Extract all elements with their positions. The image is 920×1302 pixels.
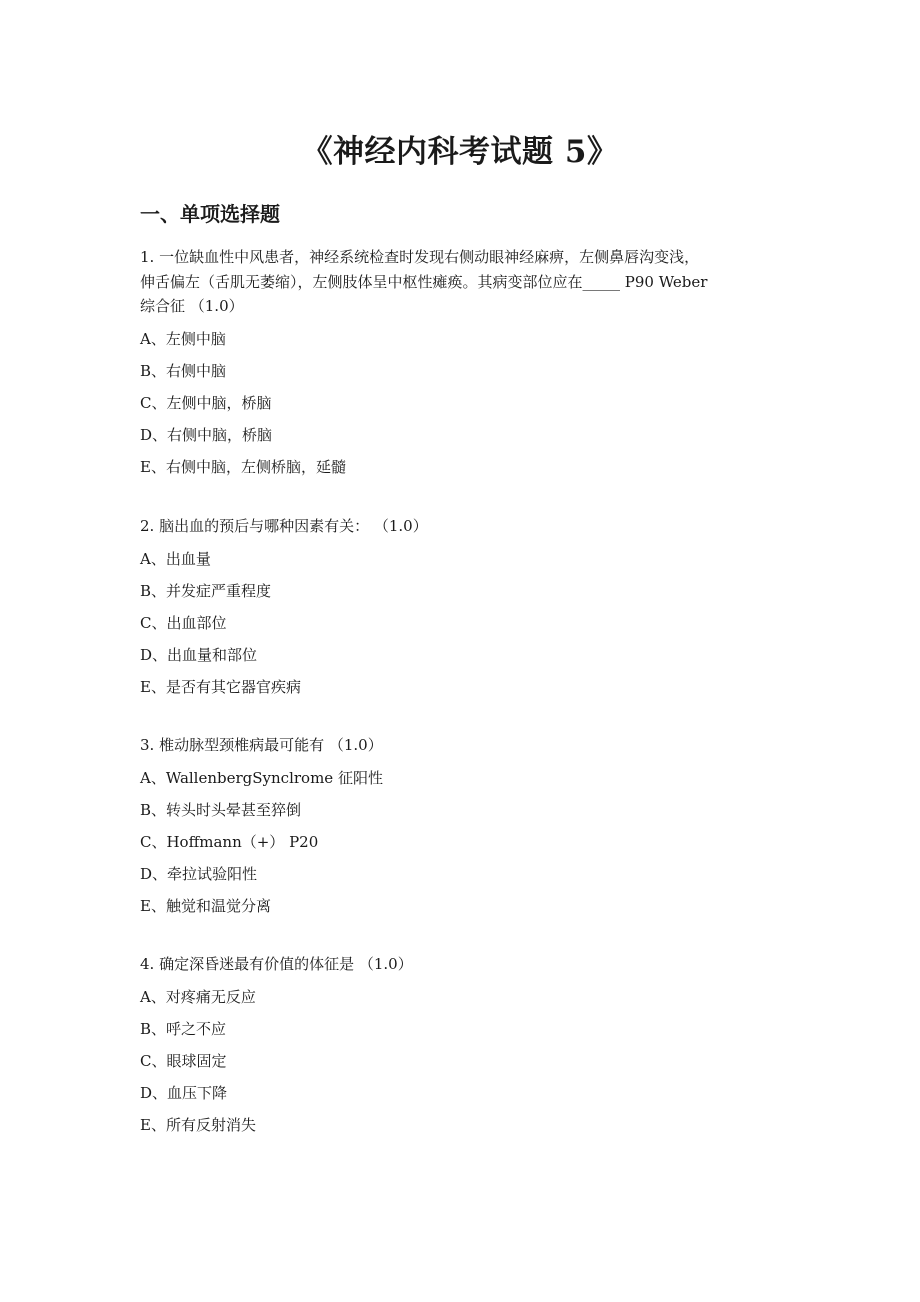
question-stem-line: 3. 椎动脉型颈椎病最可能有 （1.0） bbox=[140, 736, 383, 754]
question-3 bbox=[140, 733, 790, 927]
question-stem-line: 综合征 （1.0） bbox=[140, 297, 244, 315]
option-a: A、左侧中脑 bbox=[140, 329, 226, 348]
question-stem-line: 伸舌偏左（舌肌无萎缩），左侧肢体呈中枢性瘫痪。其病变部位应在_____ P90 Weber bbox=[140, 272, 708, 291]
option-e: E、是否有其它器官疾病 bbox=[140, 677, 301, 696]
option-b: B、转头时头晕甚至猝倒 bbox=[140, 800, 302, 819]
option-d: D、右侧中脑，桥脑 bbox=[140, 425, 273, 444]
option-a: A、出血量 bbox=[140, 549, 211, 568]
document-title: 《神经内科考试题 5》 bbox=[301, 134, 619, 170]
question-stem bbox=[140, 245, 790, 319]
option-d: D、血压下降 bbox=[140, 1083, 228, 1102]
question-2 bbox=[140, 514, 790, 708]
option-e: E、所有反射消失 bbox=[140, 1115, 256, 1134]
option-b: B、呼之不应 bbox=[140, 1019, 227, 1038]
option-c: C、左侧中脑，桥脑 bbox=[140, 393, 272, 412]
question-stem bbox=[140, 514, 790, 539]
option-c: C、眼球固定 bbox=[140, 1051, 227, 1070]
question-1 bbox=[140, 245, 790, 488]
question-4 bbox=[140, 952, 790, 1146]
question-stem bbox=[140, 733, 790, 758]
option-d: D、牵拉试验阳性 bbox=[140, 864, 258, 883]
option-a: A、对疼痛无反应 bbox=[140, 987, 256, 1006]
option-d: D、出血量和部位 bbox=[140, 645, 258, 664]
option-c: C、Hoffmann（+） P20 bbox=[140, 832, 319, 851]
section-heading: 一、单项选择题 bbox=[140, 202, 280, 226]
question-stem-line: 4. 确定深昏迷最有价值的体征是 （1.0） bbox=[140, 955, 413, 973]
option-a: A、WallenbergSynclrome 征阳性 bbox=[140, 768, 383, 787]
option-e: E、右侧中脑，左侧桥脑，延髓 bbox=[140, 457, 346, 476]
option-c: C、出血部位 bbox=[140, 613, 227, 632]
question-stem-line: 1. 一位缺血性中风患者，神经系统检查时发现右侧动眼神经麻痹，左侧鼻唇沟变浅， bbox=[140, 248, 700, 266]
option-b: B、右侧中脑 bbox=[140, 361, 227, 380]
option-e: E、触觉和温觉分离 bbox=[140, 896, 271, 915]
option-b: B、并发症严重程度 bbox=[140, 581, 272, 600]
question-stem bbox=[140, 952, 790, 977]
question-stem-line: 2. 脑出血的预后与哪种因素有关： （1.0） bbox=[140, 517, 428, 535]
